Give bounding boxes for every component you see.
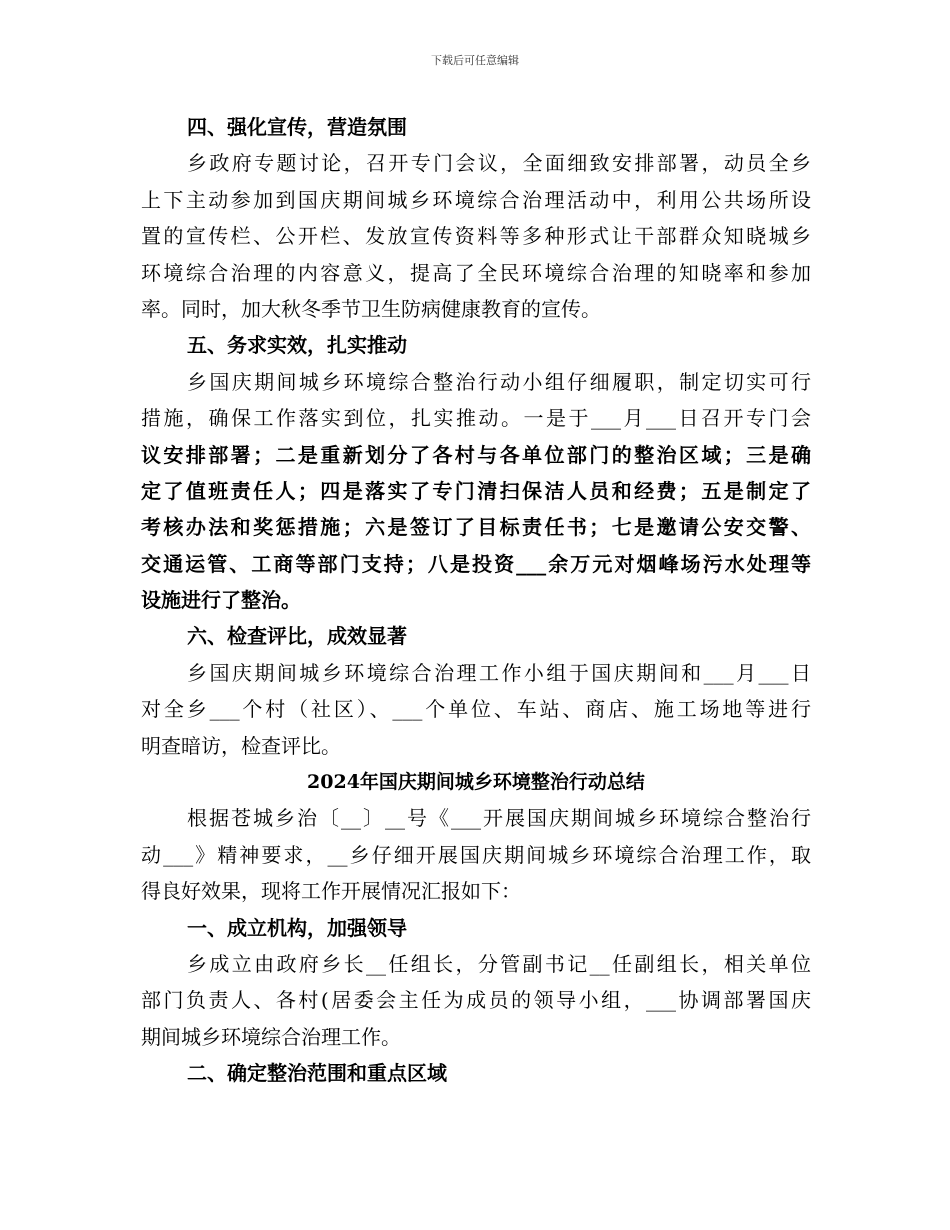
paragraph-line: 交通运管、工商等部门支持；八是投资___余万元对烟峰场污水处理等: [141, 551, 811, 576]
paragraph-line: 上下主动参加到国庆期间城乡环境综合治理活动中，利用公共场所设: [141, 187, 811, 212]
paragraph-line: 措施，确保工作落实到位，扎实推动。一是于___月___日召开专门会: [141, 406, 811, 431]
paragraph-line: 部门负责人、各村(居委会主任为成员的领导小组，___协调部署国庆: [141, 988, 811, 1013]
paragraph-line: 根据苍城乡治〔__〕__号《___开展国庆期间城乡环境综合整治行: [187, 806, 811, 831]
section-heading-2: 二、确定整治范围和重点区域: [187, 1061, 447, 1086]
section-heading-4: 四、强化宣传，营造氛围: [187, 115, 407, 139]
section-heading-6: 六、检查评比，成效显著: [187, 624, 407, 649]
report-title: 2024年国庆期间城乡环境整治行动总结: [307, 771, 645, 794]
paragraph-line: 率。同时，加大秋冬季节卫生防病健康教育的宣传。: [141, 296, 601, 321]
paragraph-line: 议安排部署；二是重新划分了各村与各单位部门的整治区域；三是确: [141, 442, 811, 467]
paragraph-line: 乡政府专题讨论，召开专门会议，全面细致安排部署，动员全乡: [187, 151, 811, 176]
paragraph-line: 动___》精神要求，__乡仔细开展国庆期间城乡环境综合治理工作，取: [141, 842, 811, 867]
paragraph-line: 对全乡___个村（社区）、___个单位、车站、商店、施工场地等进行: [141, 697, 811, 722]
paragraph-line: 环境综合治理的内容意义，提高了全民环境综合治理的知晓率和参加: [141, 260, 811, 285]
section-heading-1: 一、成立机构，加强领导: [187, 915, 407, 940]
paragraph-line: 置的宣传栏、公开栏、发放宣传资料等多种形式让干部群众知晓城乡: [141, 224, 811, 249]
section-heading-5: 五、务求实效，扎实推动: [187, 333, 407, 358]
page-header: 下载后可任意编辑: [431, 54, 519, 67]
document-body: [141, 109, 811, 1092]
paragraph-line: 考核办法和奖惩措施；六是签订了目标责任书；七是邀请公安交警、: [141, 515, 811, 540]
paragraph-line: 明查暗访，检查评比。: [141, 733, 341, 758]
paragraph-line: 设施进行了整治。: [141, 588, 301, 613]
paragraph-line: 乡成立由政府乡长__任组长，分管副书记__任副组长，相关单位: [187, 951, 811, 976]
paragraph-line: 期间城乡环境综合治理工作。: [141, 1024, 401, 1049]
paragraph-line: 乡国庆期间城乡环境综合治理工作小组于国庆期间和___月___日: [187, 660, 811, 685]
paragraph-line: 定了值班责任人；四是落实了专门清扫保洁人员和经费；五是制定了: [141, 478, 811, 503]
paragraph-line: 得良好效果，现将工作开展情况汇报如下：: [141, 879, 521, 904]
paragraph-line: 乡国庆期间城乡环境综合整治行动小组仔细履职，制定切实可行: [187, 369, 811, 394]
